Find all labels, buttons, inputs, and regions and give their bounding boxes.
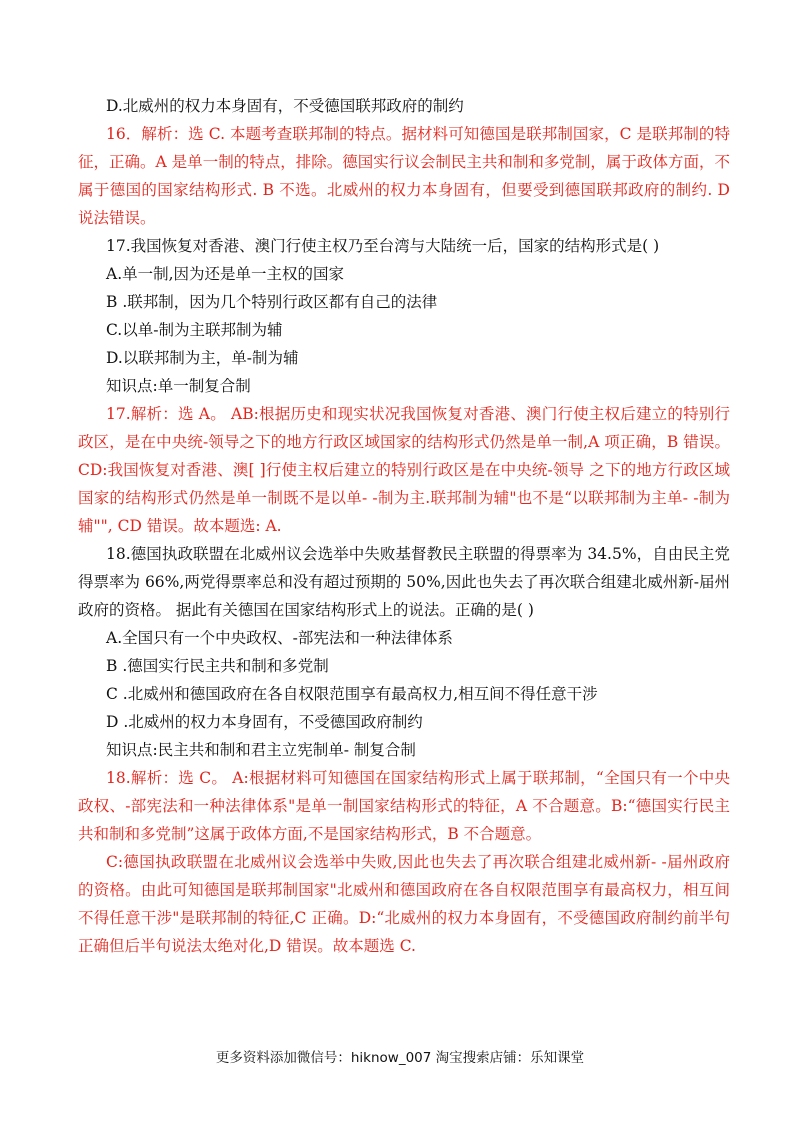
q18-option-d: D .北威州的权力本身固有，不受德国政府制约 <box>106 713 423 731</box>
q18-answer-explanation-part2: C:德国执政联盟在北威州议会选举中失败,因此也失去了再次联合组建北威州新- -届州政府的资格。由此可知德国是联邦制国家"北威州和德国政府在各自权限范围享有最高权力，相互间不得任意干涉"是联邦制的特征,C 正确。D:“北威州的权力本身固有，不受德国政府制约前半句正确但后半句说法太绝对化,D 错误。故本题选 C. <box>78 853 730 955</box>
q17-option-d: D.以联邦制为主，单-制为辅 <box>106 349 299 367</box>
q16-answer-explanation: 16．解析：选 C. 本题考查联邦制的特点。据材料可知德国是联邦制国家，C 是联邦制的特征，正确。A 是单一制的特点，排除。德国实行议会制民主共和制和多党制，属于政体方面，不属于德国的国家结构形式. B 不选。北威州的权力本身固有，但要受到德国联邦政府的制约. D 说法错误。 <box>78 125 730 227</box>
q17-option-c: C.以单-制为主联邦制为辅 <box>106 321 283 339</box>
q17-stem: 17.我国恢复对香港、澳门行使主权乃至台湾与大陆统一后，国家的结构形式是( ) <box>106 237 660 255</box>
document-body <box>78 92 730 960</box>
q17-answer-explanation: 17.解析：选 A。 AB:根据历史和现实状况我国恢复对香港、澳门行使主权后建立的特别行政区，是在中央统-领导之下的地方行政区域国家的结构形式仍然是单一制,A 项正确，B 错误。CD:我国恢复对香港、澳[ ]行使主权后建立的特别行政区是在中央统-领导 之下的地方行政区域国家的结构形式仍然是单一制既不是以单- -制为主.联邦制为辅"也不是“以联邦制为主单- -制为辅"", CD 错误。故本题选: A. <box>78 405 730 535</box>
q16-option-d: D.北威州的权力本身固有，不受德国联邦政府的制约 <box>106 97 464 115</box>
q18-answer-explanation-part1: 18.解析：选 C。 A:根据材料可知德国在国家结构形式上属于联邦制，“全国只有一个中央政权、-部宪法和一种法律体系"是单一制国家结构形式的特征，A 不合题意。B:“德国实行民主共和制和多党制”这属于政体方面,不是国家结构形式，B 不合题意。 <box>78 769 730 843</box>
page-footer: 更多资料添加微信号：hiknow_007 淘宝搜索店铺：乐知课堂 <box>215 1050 585 1066</box>
q18-stem: 18.德国执政联盟在北威州议会选举中失败基督教民主联盟的得票率为 34.5%，自由民主党得票率为 66%,两党得票率总和没有超过预期的 50%,因此也失去了再次联合组建北威州新-届州政府的资格。 据此有关德国在国家结构形式上的说法。正确的是( ) <box>78 545 730 619</box>
q17-option-b: B .联邦制，因为几个特别行政区都有自己的法律 <box>106 293 438 311</box>
q18-option-a: A.全国只有一个中央政权、-部宪法和一种法律体系 <box>106 629 453 647</box>
q17-knowledge-point: 知识点:单一制复合制 <box>106 377 251 395</box>
q18-option-c: C .北威州和德国政府在各自权限范围享有最高权力,相互间不得任意干涉 <box>106 685 598 703</box>
q18-option-b: B .德国实行民主共和制和多党制 <box>106 657 329 675</box>
q18-knowledge-point: 知识点:民主共和制和君主立宪制单- 制复合制 <box>106 741 416 759</box>
q17-option-a: A.单一制,因为还是单一主权的国家 <box>106 265 345 283</box>
